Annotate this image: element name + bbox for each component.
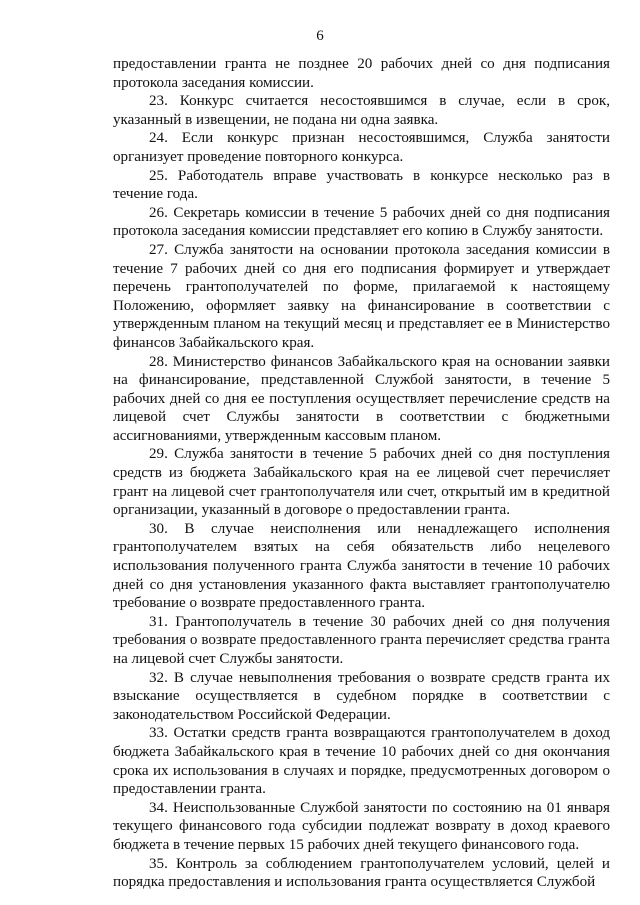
paragraph-35: 35. Контроль за соблюдением грантополучателем условий, целей и порядка предоставления и использования гранта осуществляется Службой xyxy=(113,855,610,891)
paragraph-31: 31. Грантополучатель в течение 30 рабочих дней со дня получения требования о возврате предоставленного гранта перечисляет средства гранта на лицевой счет Службы занятости. xyxy=(113,613,610,667)
paragraph-28: 28. Министерство финансов Забайкальского края на основании заявки на финансирование, представленной Службой занятости, в течение 5 рабочих дней со дня ее поступления осуществляет перечисление средств на лицевой счет Службы занятости в соответствии с бюджетными ассигнованиями, утвержденным кассовым планом. xyxy=(113,353,610,444)
paragraph-24: 24. Если конкурс признан несостоявшимся, Служба занятости организует проведение повторного конкурса. xyxy=(113,130,610,165)
paragraph-continuation: предоставлении гранта не позднее 20 рабочих дней со дня подписания протокола заседания комиссии. xyxy=(113,56,610,91)
paragraph-32: 32. В случае невыполнения требования о возврате средств гранта их взыскание осуществляется в судебном порядке в соответствии с законодательством Российской Федерации. xyxy=(113,669,610,723)
paragraph-23: 23. Конкурс считается несостоявшимся в случае, если в срок, указанный в извещении, не подана ни одна заявка. xyxy=(113,93,610,128)
page-number: 6 xyxy=(316,28,324,44)
paragraph-29: 29. Служба занятости в течение 5 рабочих дней со дня поступления средств из бюджета Забайкальского края на ее лицевой счет перечисляет грант на лицевой счет грантополучателя или счет, открытый им в кредитной организации, указанный в договоре о предоставлении гранта. xyxy=(113,446,610,519)
paragraph-26: 26. Секретарь комиссии в течение 5 рабочих дней со дня подписания протокола заседания комиссии представляет его копию в Службу занятости. xyxy=(113,204,610,240)
paragraph-25: 25. Работодатель вправе участвовать в конкурсе несколько раз в течение года. xyxy=(113,167,610,203)
paragraph-30: 30. В случае неисполнения или ненадлежащего исполнения грантополучателем взятых на себя обязательств либо нецелевого использования полученного гранта Служба занятости в течение 10 рабочих дней со дня установления указанного факта выставляет грантополучателю требование о возврате предоставленного гранта. xyxy=(113,520,610,612)
paragraph-27: 27. Служба занятости на основании протокола заседания комиссии в течение 7 рабочих дней со дня его подписания формирует и утверждает перечень грантополучателей по форме, прилагаемой к настоящему Положению, оформляет заявку на финансирование в соответствии с утвержденным планом на текущий месяц и представляет ее в Министерство финансов Забайкальского края. xyxy=(113,241,610,351)
paragraph-34: 34. Неиспользованные Службой занятости по состоянию на 01 января текущего финансового года субсидии подлежат возврату в доход краевого бюджета в течение первых 15 рабочих дней текущего финансового года. xyxy=(113,799,610,853)
paragraph-33: 33. Остатки средств гранта возвращаются грантополучателем в доход бюджета Забайкальского края в течение 10 рабочих дней со дня окончания срока их использования в случаях и порядке, предусмотренных договором о предоставлении гранта. xyxy=(113,725,610,798)
document-body xyxy=(113,55,610,892)
